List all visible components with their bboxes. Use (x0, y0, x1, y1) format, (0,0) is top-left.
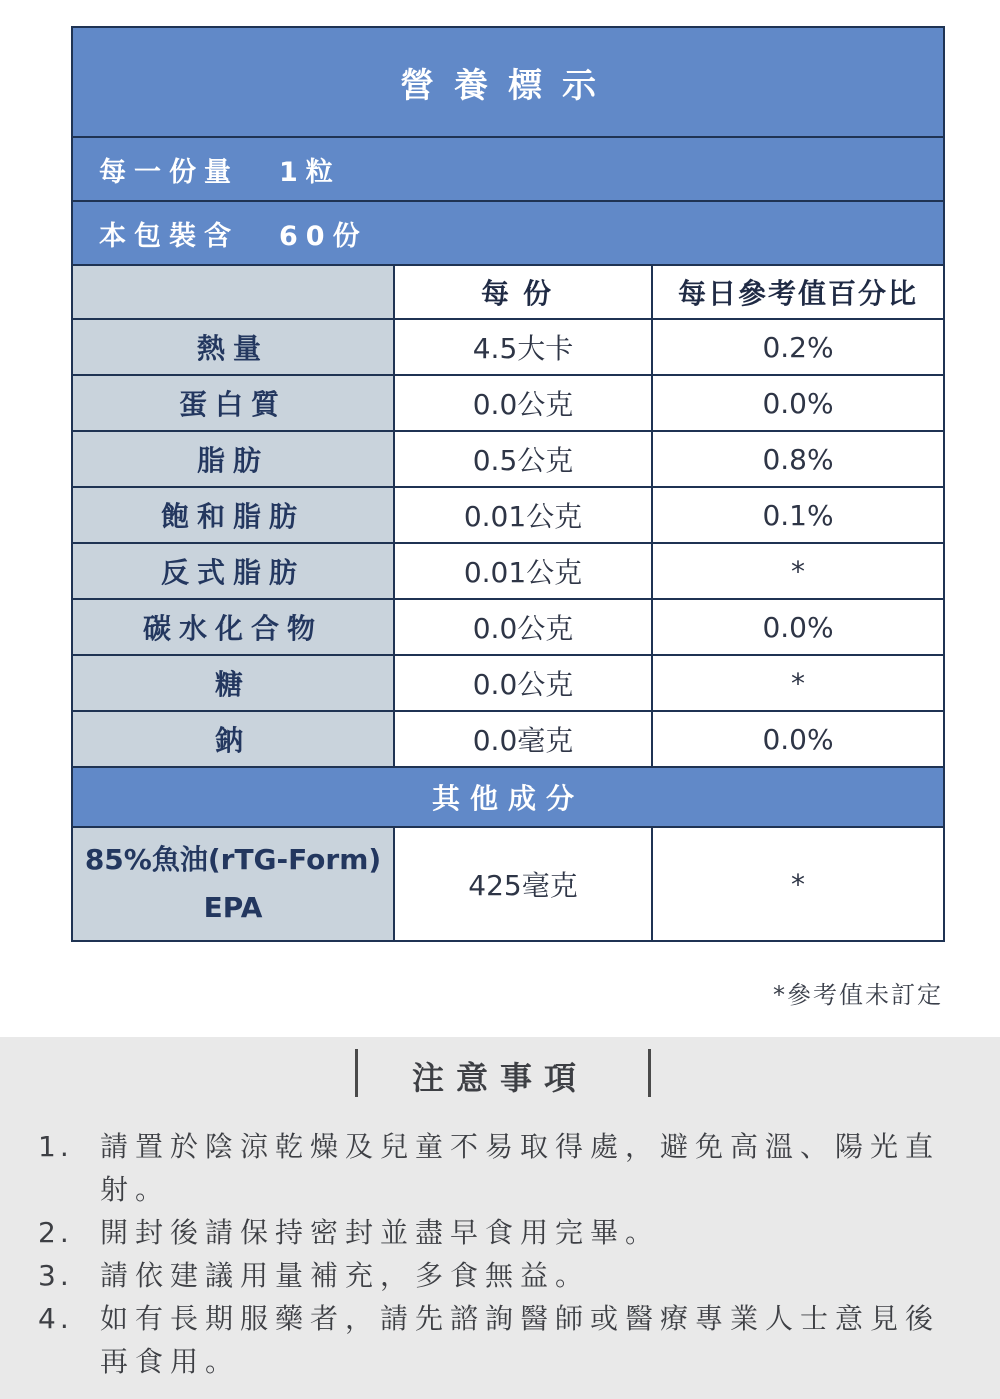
list-item (38, 1211, 968, 1254)
notes-section (0, 1037, 1000, 1399)
item-number: 2. (38, 1216, 73, 1249)
other-ingredient-name-line2: EPA (203, 891, 263, 924)
item-text: 請置於陰涼乾燥及兒童不易取得處，避免高溫、陽光直射。 (100, 1130, 941, 1206)
nutrient-name: 脂肪 (72, 431, 394, 487)
nutrition-title: 營養標示 (72, 27, 944, 137)
table-row (72, 599, 944, 655)
table-row (72, 543, 944, 599)
daily-value: 0.0% (652, 711, 944, 767)
footnote: *參考值未訂定 (773, 981, 943, 1009)
nutrition-label (71, 26, 943, 942)
serving-size-row (72, 137, 944, 201)
table-row (72, 487, 944, 543)
nutrient-name: 飽和脂肪 (72, 487, 394, 543)
notes-title: 注意事項 (411, 1059, 588, 1097)
daily-value: * (652, 655, 944, 711)
per-serving-value: 0.0公克 (394, 655, 652, 711)
per-serving-value: 4.5大卡 (394, 319, 652, 375)
nutrient-name: 熱量 (72, 319, 394, 375)
per-serving-value: 0.0公克 (394, 599, 652, 655)
col-header-daily-value: 每日參考值百分比 (652, 265, 944, 319)
servings-row (72, 201, 944, 265)
daily-value: * (652, 827, 944, 941)
list-item (38, 1254, 968, 1297)
table-row (72, 431, 944, 487)
per-serving-value: 0.01公克 (394, 487, 652, 543)
nutrient-name: 鈉 (72, 711, 394, 767)
nutrition-table (71, 26, 945, 942)
nutrient-name: 蛋白質 (72, 375, 394, 431)
daily-value: 0.0% (652, 375, 944, 431)
per-serving-value: 0.5公克 (394, 431, 652, 487)
daily-value: 0.2% (652, 319, 944, 375)
per-serving-value: 0.0公克 (394, 375, 652, 431)
daily-value: 0.8% (652, 431, 944, 487)
item-number: 4. (38, 1302, 73, 1335)
nutrient-name: 碳水化合物 (72, 599, 394, 655)
per-serving-value: 0.01公克 (394, 543, 652, 599)
per-serving-value: 425毫克 (394, 827, 652, 941)
item-text: 請依建議用量補充，多食無益。 (100, 1259, 591, 1292)
table-row (72, 319, 944, 375)
table-row (72, 375, 944, 431)
other-ingredients-header: 其他成分 (72, 767, 944, 827)
daily-value: * (652, 543, 944, 599)
nutrient-name: 反式脂肪 (72, 543, 394, 599)
item-number: 3. (38, 1259, 73, 1292)
serving-size-value: 1粒 (279, 156, 341, 188)
title-divider-right (648, 1049, 651, 1097)
notes-list (38, 1125, 968, 1383)
daily-value: 0.1% (652, 487, 944, 543)
per-serving-value: 0.0毫克 (394, 711, 652, 767)
table-row (72, 827, 944, 941)
item-text: 開封後請保持密封並盡早食用完畢。 (100, 1216, 661, 1249)
serving-size-label: 每一份量 (99, 156, 239, 188)
item-number: 1. (38, 1130, 73, 1163)
nutrient-name: 糖 (72, 655, 394, 711)
servings-value: 60份 (279, 220, 368, 252)
table-row (72, 655, 944, 711)
col-header-per-serving: 每份 (394, 265, 652, 319)
table-row (72, 711, 944, 767)
list-item (38, 1297, 968, 1383)
daily-value: 0.0% (652, 599, 944, 655)
other-ingredient-name (72, 827, 394, 941)
item-text: 如有長期服藥者，請先諮詢醫師或醫療專業人士意見後再食用。 (100, 1302, 941, 1378)
blank-header-cell (72, 265, 394, 319)
list-item (38, 1125, 968, 1211)
servings-label: 本包裝含 (99, 220, 239, 252)
other-ingredient-name-line1: 85%魚油(rTG-Form) (84, 843, 382, 876)
